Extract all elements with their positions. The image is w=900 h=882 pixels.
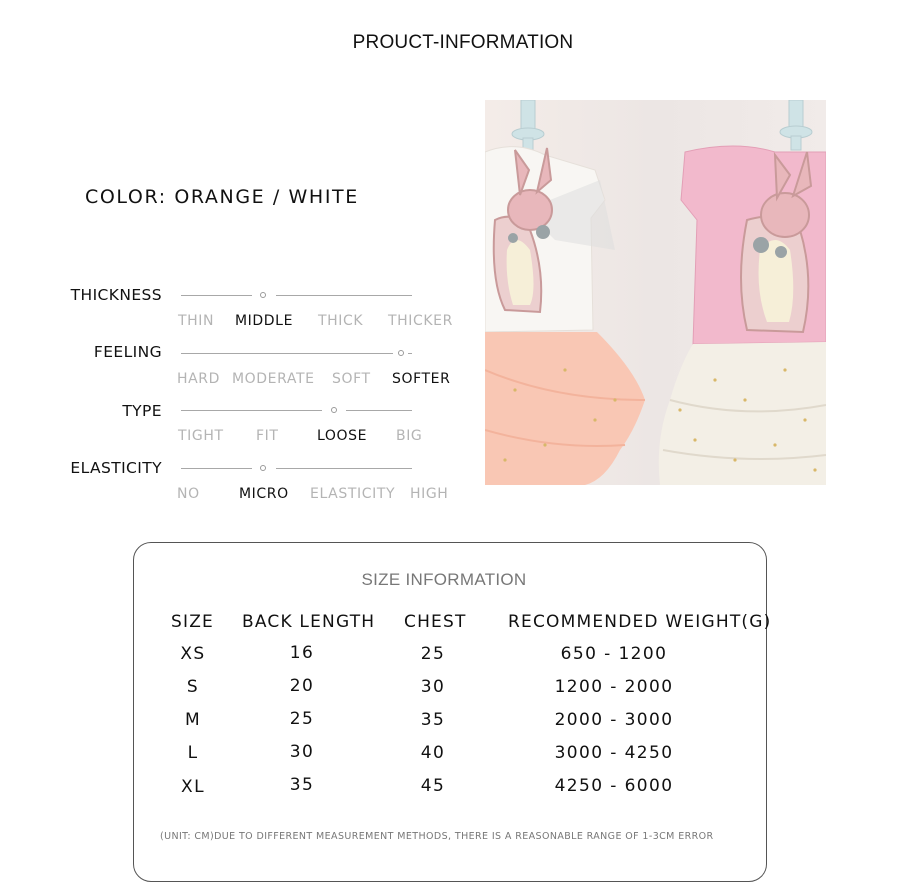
option-micro-selected: MICRO <box>239 486 289 502</box>
attr-label-thickness: THICKNESS <box>70 286 162 304</box>
scale-line <box>408 353 412 354</box>
column-header-size: SIZE <box>171 612 214 632</box>
table-cell: 30 <box>289 742 315 762</box>
option-no: NO <box>177 486 200 502</box>
table-cell: L <box>187 743 199 763</box>
option-hard: HARD <box>177 371 221 387</box>
size-info-title: SIZE INFORMATION <box>361 570 527 589</box>
color-info: COLOR: ORANGE / WHITE <box>85 186 359 208</box>
option-thin: THIN <box>178 313 215 329</box>
table-cell: 1200 - 2000 <box>554 677 674 697</box>
scale-marker <box>260 292 266 298</box>
table-cell: 45 <box>420 776 446 796</box>
page-title: PROUCT-INFORMATION <box>352 32 574 53</box>
scale-line <box>276 295 412 296</box>
table-cell: 30 <box>420 677 446 697</box>
option-tight: TIGHT <box>178 428 224 444</box>
table-cell: 3000 - 4250 <box>554 743 674 763</box>
table-cell: 4250 - 6000 <box>554 776 674 796</box>
scale-line <box>346 410 412 411</box>
option-elasticity: ELASTICITY <box>310 486 396 502</box>
table-cell: 2000 - 3000 <box>554 710 674 730</box>
scale-line <box>181 353 393 354</box>
table-cell: M <box>184 710 202 730</box>
option-big: BIG <box>396 428 423 444</box>
table-cell: 16 <box>289 643 315 663</box>
scale-line <box>181 295 252 296</box>
option-middle-selected: MIDDLE <box>235 313 294 329</box>
table-cell: XS <box>180 644 206 664</box>
option-loose-selected: LOOSE <box>317 428 368 444</box>
table-cell: 25 <box>420 644 446 664</box>
scale-line <box>181 410 322 411</box>
measurement-note: (UNIT: CM)DUE TO DIFFERENT MEASUREMENT METHODS, THERE IS A REASONABLE RANGE OF 1-3CM ERROR <box>160 831 714 842</box>
table-cell: 35 <box>420 710 446 730</box>
table-cell: 40 <box>420 743 446 763</box>
option-soft: SOFT <box>332 371 371 387</box>
scale-marker <box>260 465 266 471</box>
scale-marker <box>331 407 337 413</box>
attr-label-feeling: FEELING <box>93 343 162 361</box>
option-softer-selected: SOFTER <box>392 371 451 387</box>
option-thick: THICK <box>318 313 364 329</box>
option-thicker: THICKER <box>388 313 453 329</box>
scale-marker <box>398 350 404 356</box>
table-cell: S <box>186 677 200 697</box>
attr-label-elasticity: ELASTICITY <box>70 459 162 477</box>
product-photo <box>485 100 826 485</box>
table-cell: 20 <box>289 676 315 696</box>
column-header-recommended-weight: RECOMMENDED WEIGHT(G) <box>508 612 772 632</box>
option-high: HIGH <box>410 486 449 502</box>
table-cell: 650 - 1200 <box>560 644 668 664</box>
column-header-chest: CHEST <box>404 612 467 632</box>
option-fit: FIT <box>256 428 279 444</box>
scale-line <box>276 468 412 469</box>
attr-label-type: TYPE <box>122 402 162 420</box>
option-moderate: MODERATE <box>232 371 315 387</box>
scale-line <box>181 468 252 469</box>
column-header-back-length: BACK LENGTH <box>242 612 376 632</box>
table-cell: 35 <box>289 775 315 795</box>
table-cell: 25 <box>289 709 315 729</box>
table-cell: XL <box>181 777 205 797</box>
